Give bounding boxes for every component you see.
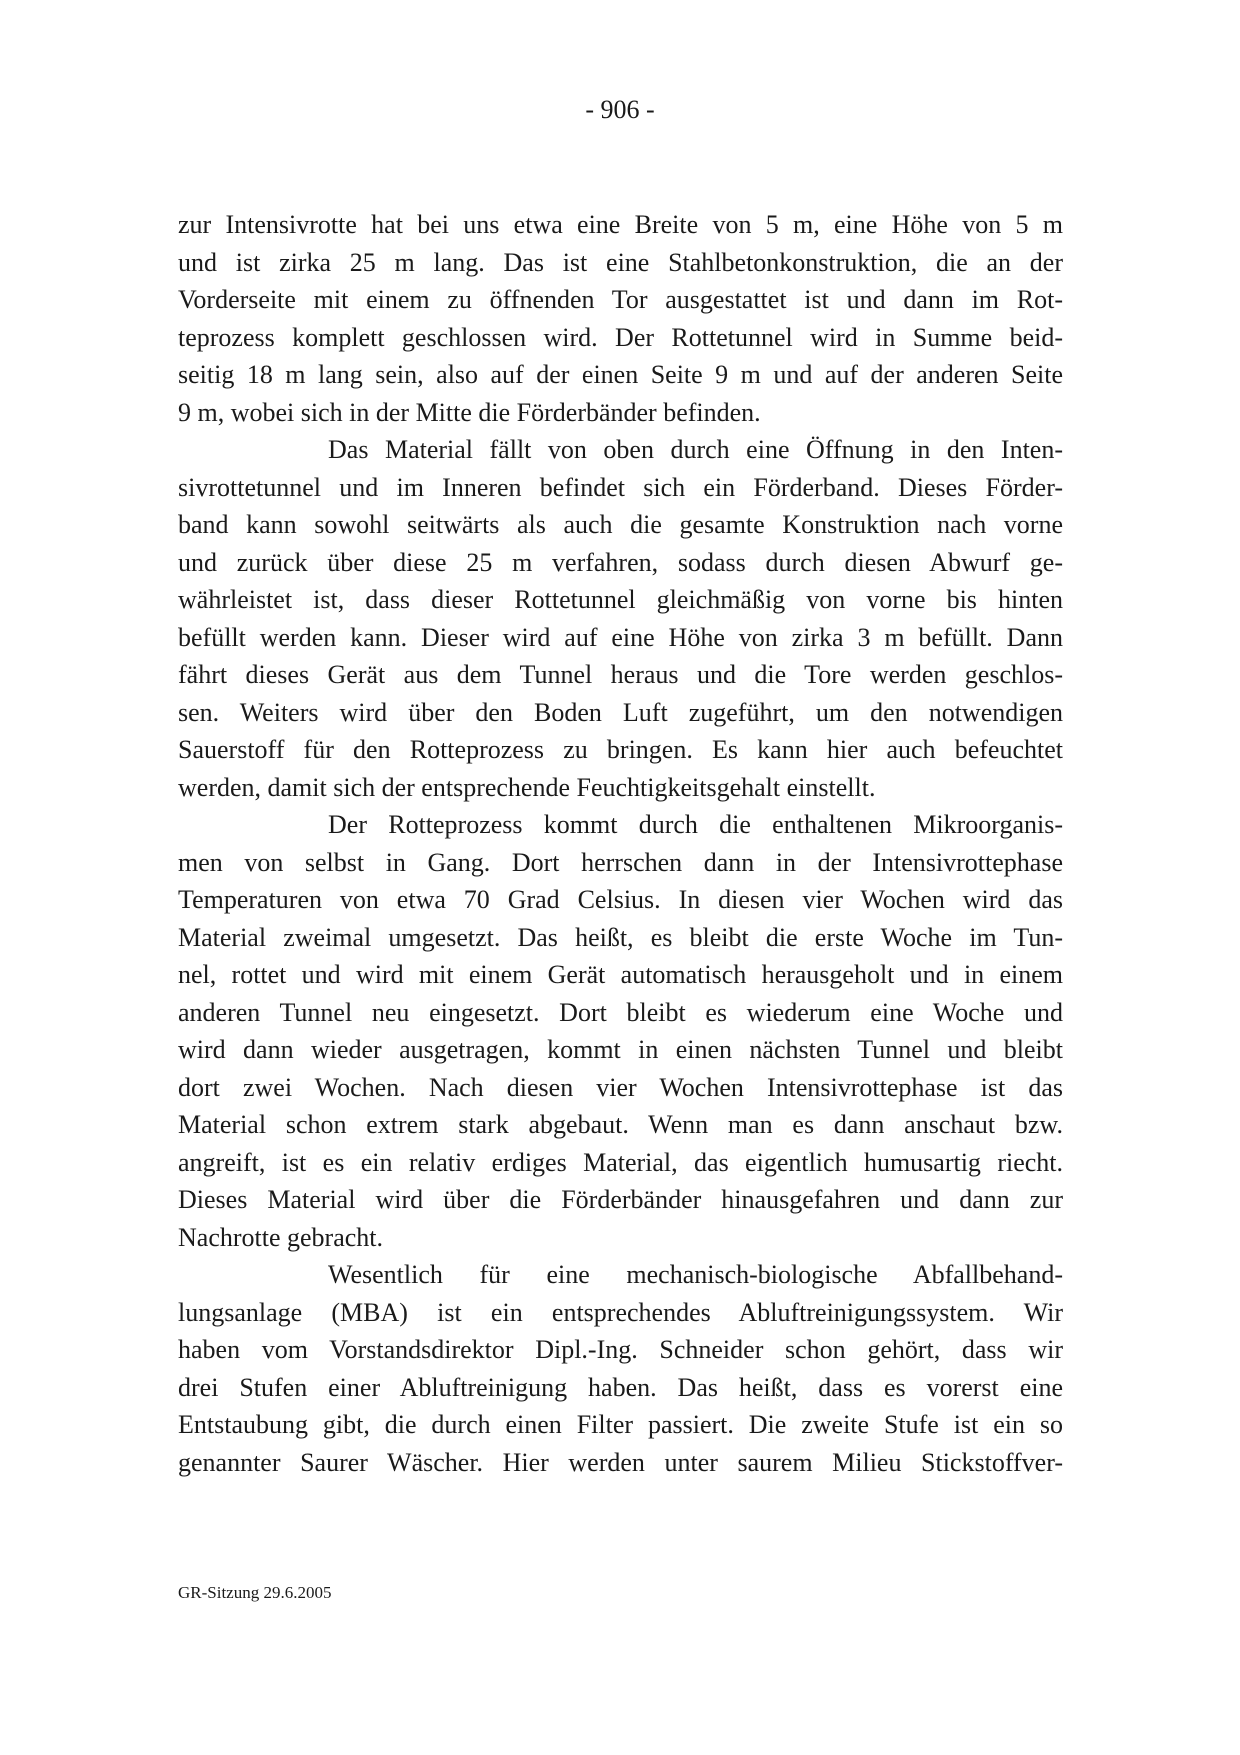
text-line: währleistet ist, dass dieser Rottetunnel gleichmäßig von vorne bis hinten [178,585,1063,614]
text-line: Das Material fällt von oben durch eine Öffnung in den Inten- [328,435,1063,464]
text-line: sivrottetunnel und im Inneren befindet sich ein Förderband. Dieses Förder- [178,472,1063,502]
text-line: Material zweimal umgesetzt. Das heißt, es bleibt die erste Woche im Tun- [178,922,1063,952]
text-line: haben vom Vorstandsdirektor Dipl.-Ing. Schneider schon gehört, dass wir [178,1335,1063,1364]
text-line: men von selbst in Gang. Dort herrschen dann in der Intensivrottephase [178,847,1063,877]
text-line: seitig 18 m lang sein, also auf der einen Seite 9 m und auf der anderen Seite [178,360,1063,389]
text-line: wird dann wieder ausgetragen, kommt in einen nächsten Tunnel und bleibt [178,1035,1063,1064]
text-line: drei Stufen einer Abluftreinigung haben. Das heißt, dass es vorerst eine [178,1372,1063,1402]
text-line: Wesentlich für eine mechanisch-biologische Abfallbehand- [328,1260,1063,1289]
text-line: Temperaturen von etwa 70 Grad Celsius. In diesen vier Wochen wird das [178,885,1063,914]
text-line: angreift, ist es ein relativ erdiges Material, das eigentlich humusartig riecht. [178,1147,1063,1177]
text-line: und ist zirka 25 m lang. Das ist eine Stahlbetonkonstruktion, die an der [178,247,1063,277]
text-line: nel, rottet und wird mit einem Gerät automatisch herausgeholt und in einem [178,960,1063,989]
text-line: Vorderseite mit einem zu öffnenden Tor ausgestattet ist und dann im Rot- [178,285,1063,314]
text-line: Der Rotteprozess kommt durch die enthaltenen Mikroorganis- [328,810,1063,839]
paragraph [178,431,1063,806]
text-line: Nachrotte gebracht. [178,1222,384,1252]
text-line: Dieses Material wird über die Förderbänder hinausgefahren und dann zur [178,1185,1063,1214]
text-line: und zurück über diese 25 m verfahren, sodass durch diesen Abwurf ge- [178,547,1063,577]
text-line: teprozess komplett geschlossen wird. Der Rottetunnel wird in Summe beid- [178,322,1063,352]
text-line: Sauerstoff für den Rotteprozess zu bringen. Es kann hier auch befeuchtet [178,735,1063,764]
text-line: anderen Tunnel neu eingesetzt. Dort bleibt es wiederum eine Woche und [178,997,1063,1027]
text-line: befüllt werden kann. Dieser wird auf eine Höhe von zirka 3 m befüllt. Dann [178,622,1063,652]
paragraph [178,206,1063,431]
text-line: zur Intensivrotte hat bei uns etwa eine Breite von 5 m, eine Höhe von 5 m [178,210,1063,239]
text-line: werden, damit sich der entsprechende Feuchtigkeitsgehalt einstellt. [178,772,876,802]
paragraph [178,806,1063,1256]
text-line: 9 m, wobei sich in der Mitte die Förderbänder befinden. [178,397,761,427]
text-line: Material schon extrem stark abgebaut. Wenn man es dann anschaut bzw. [178,1110,1063,1139]
page-number: - 906 - [585,95,655,124]
text-line: dort zwei Wochen. Nach diesen vier Wochen Intensivrottephase ist das [178,1072,1063,1102]
body-text [178,206,1063,1481]
text-line: sen. Weiters wird über den Boden Luft zugeführt, um den notwendigen [178,697,1063,727]
text-line: Entstaubung gibt, die durch einen Filter passiert. Die zweite Stufe ist ein so [178,1410,1063,1439]
text-line: genannter Saurer Wäscher. Hier werden unter saurem Milieu Stickstoffver- [178,1447,1063,1477]
text-line: lungsanlage (MBA) ist ein entsprechendes Abluftreinigungssystem. Wir [178,1297,1063,1327]
text-line: fährt dieses Gerät aus dem Tunnel heraus und die Tore werden geschlos- [178,660,1063,689]
footer-session-date: GR-Sitzung 29.6.2005 [178,1583,332,1602]
paragraph [178,1256,1063,1481]
text-line: band kann sowohl seitwärts als auch die gesamte Konstruktion nach vorne [178,510,1063,539]
